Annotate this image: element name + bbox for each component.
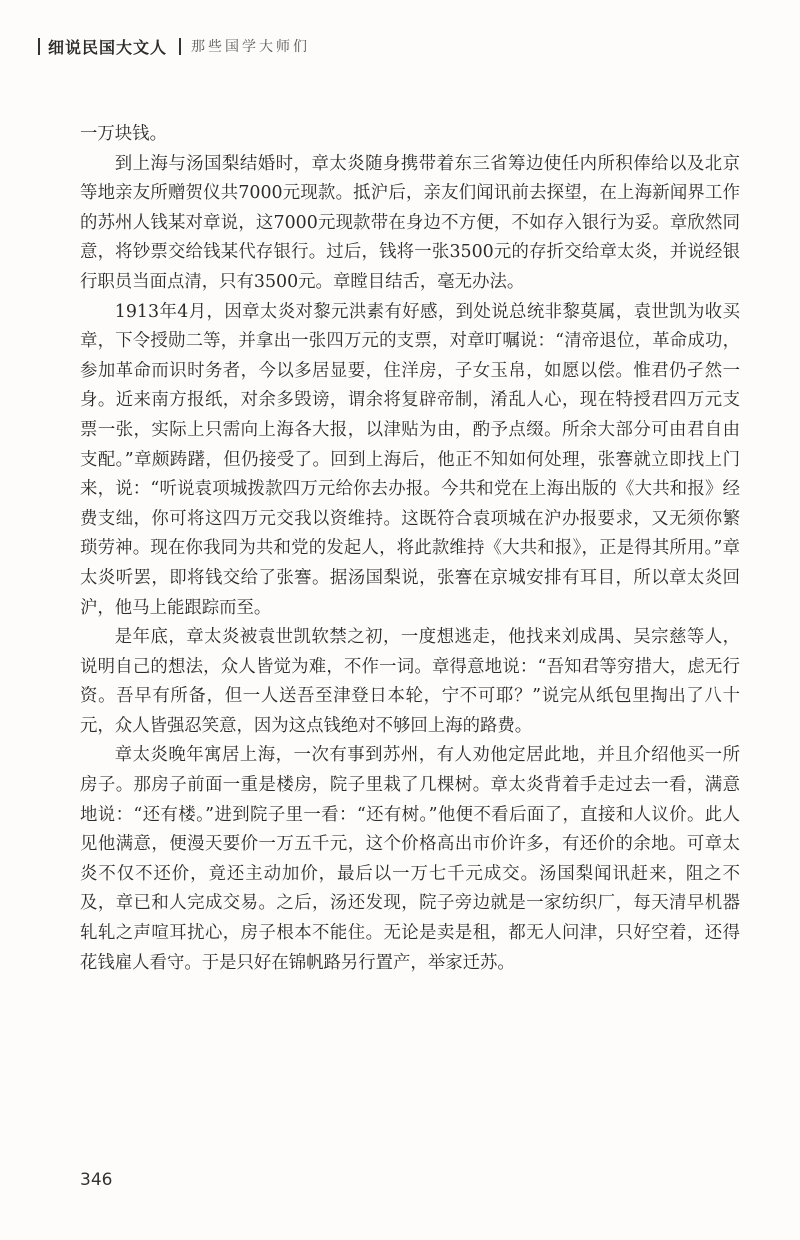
header-divider-bar bbox=[179, 38, 181, 55]
running-header bbox=[38, 36, 310, 56]
page-number: 346 bbox=[80, 1170, 113, 1190]
header-left-bar bbox=[38, 38, 40, 55]
book-title: 细说民国大文人 bbox=[48, 37, 168, 57]
paragraph-wedding-money: 到上海与汤国梨结婚时，章太炎随身携带着东三省筹边使任内所积俸给以及北京等地亲友所赠贺仪共7000元现款。抵沪后，亲友们闻讯前去探望，在上海新闻界工作的苏州人钱某对章说，这7000元现款带在身边不方便，不如存入银行为妥。章欣然同意，将钞票交给钱某代存银行。过后，钱将一张3500元的存折交给章太炎，并说经银行职员当面点清，只有3500元。章瞠目结舌，毫无办法。 bbox=[80, 153, 740, 292]
paragraph-yuan-check: 1913年4月，因章太炎对黎元洪素有好感，到处说总统非黎莫属，袁世凯为收买章，下令授勋二等，并拿出一张四万元的支票，对章叮嘱说：“清帝退位，革命成功，参加革命而识时务者，今以多居显要，住洋房，子女玉帛，如愿以偿。惟君仍孑然一身。近来南方报纸，对余多毁谤，谓余将复辟帝制，淆乱人心，现在特授君四万元支票一张，实际上只需向上海各大报，以津贴为由，酌予点缀。所余大部分可由君自由支配。”章颇踌躇，但仍接受了。回到上海后，他正不知如何处理，张謇就立即找上门来，说：“听说袁项城拨款四万元给你去办报。今共和党在上海出版的《大共和报》经费支绌，你可将这四万元交我以资维持。这既符合袁项城在沪办报要求，又无须你繁琐劳神。现在你我同为共和党的发起人，将此款维持《大共和报》，正是得其所用。”章太炎听罢，即将钱交给了张謇。据汤国梨说，张謇在京城安排有耳目，所以章太炎回沪，他马上能跟踪而至。 bbox=[80, 301, 740, 618]
paragraph-escape-attempt: 是年底，章太炎被袁世凯软禁之初，一度想逃走，他找来刘成禺、吴宗慈等人，说明自己的想法，众人皆觉为难，不作一词。章得意地说：“吾知君等穷措大，虑无行资。吾早有所备，但一人送吾至津登日本轮，宁不可耶？”说完从纸包里掏出了八十元，众人皆强忍笑意，因为这点钱绝对不够回上海的路费。 bbox=[80, 627, 740, 736]
body-text bbox=[80, 120, 740, 978]
paragraph-suzhou-house: 章太炎晚年寓居上海，一次有事到苏州，有人劝他定居此地，并且介绍他买一所房子。那房子前面一重是楼房，院子里栽了几棵树。章太炎背着手走过去一看，满意地说：“还有楼。”进到院子里一看：“还有树。”他便不看后面了，直接和人议价。此人见他满意，便漫天要价一万五千元，这个价格高出市价许多，有还价的余地。可章太炎不仅不还价，竟还主动加价，最后以一万七千元成交。汤国梨闻讯赶来，阻之不及，章已和人完成交易。之后，汤还发现，院子旁边就是一家纺织厂，每天清早机器轧轧之声喧耳扰心，房子根本不能住。无论是卖是租，都无人问津，只好空着，还得花钱雇人看守。于是只好在锦帆路另行置产，举家迁苏。 bbox=[80, 745, 740, 973]
paragraph-continuation: 一万块钱。 bbox=[80, 124, 167, 144]
chapter-title: 那些国学大师们 bbox=[191, 39, 311, 55]
